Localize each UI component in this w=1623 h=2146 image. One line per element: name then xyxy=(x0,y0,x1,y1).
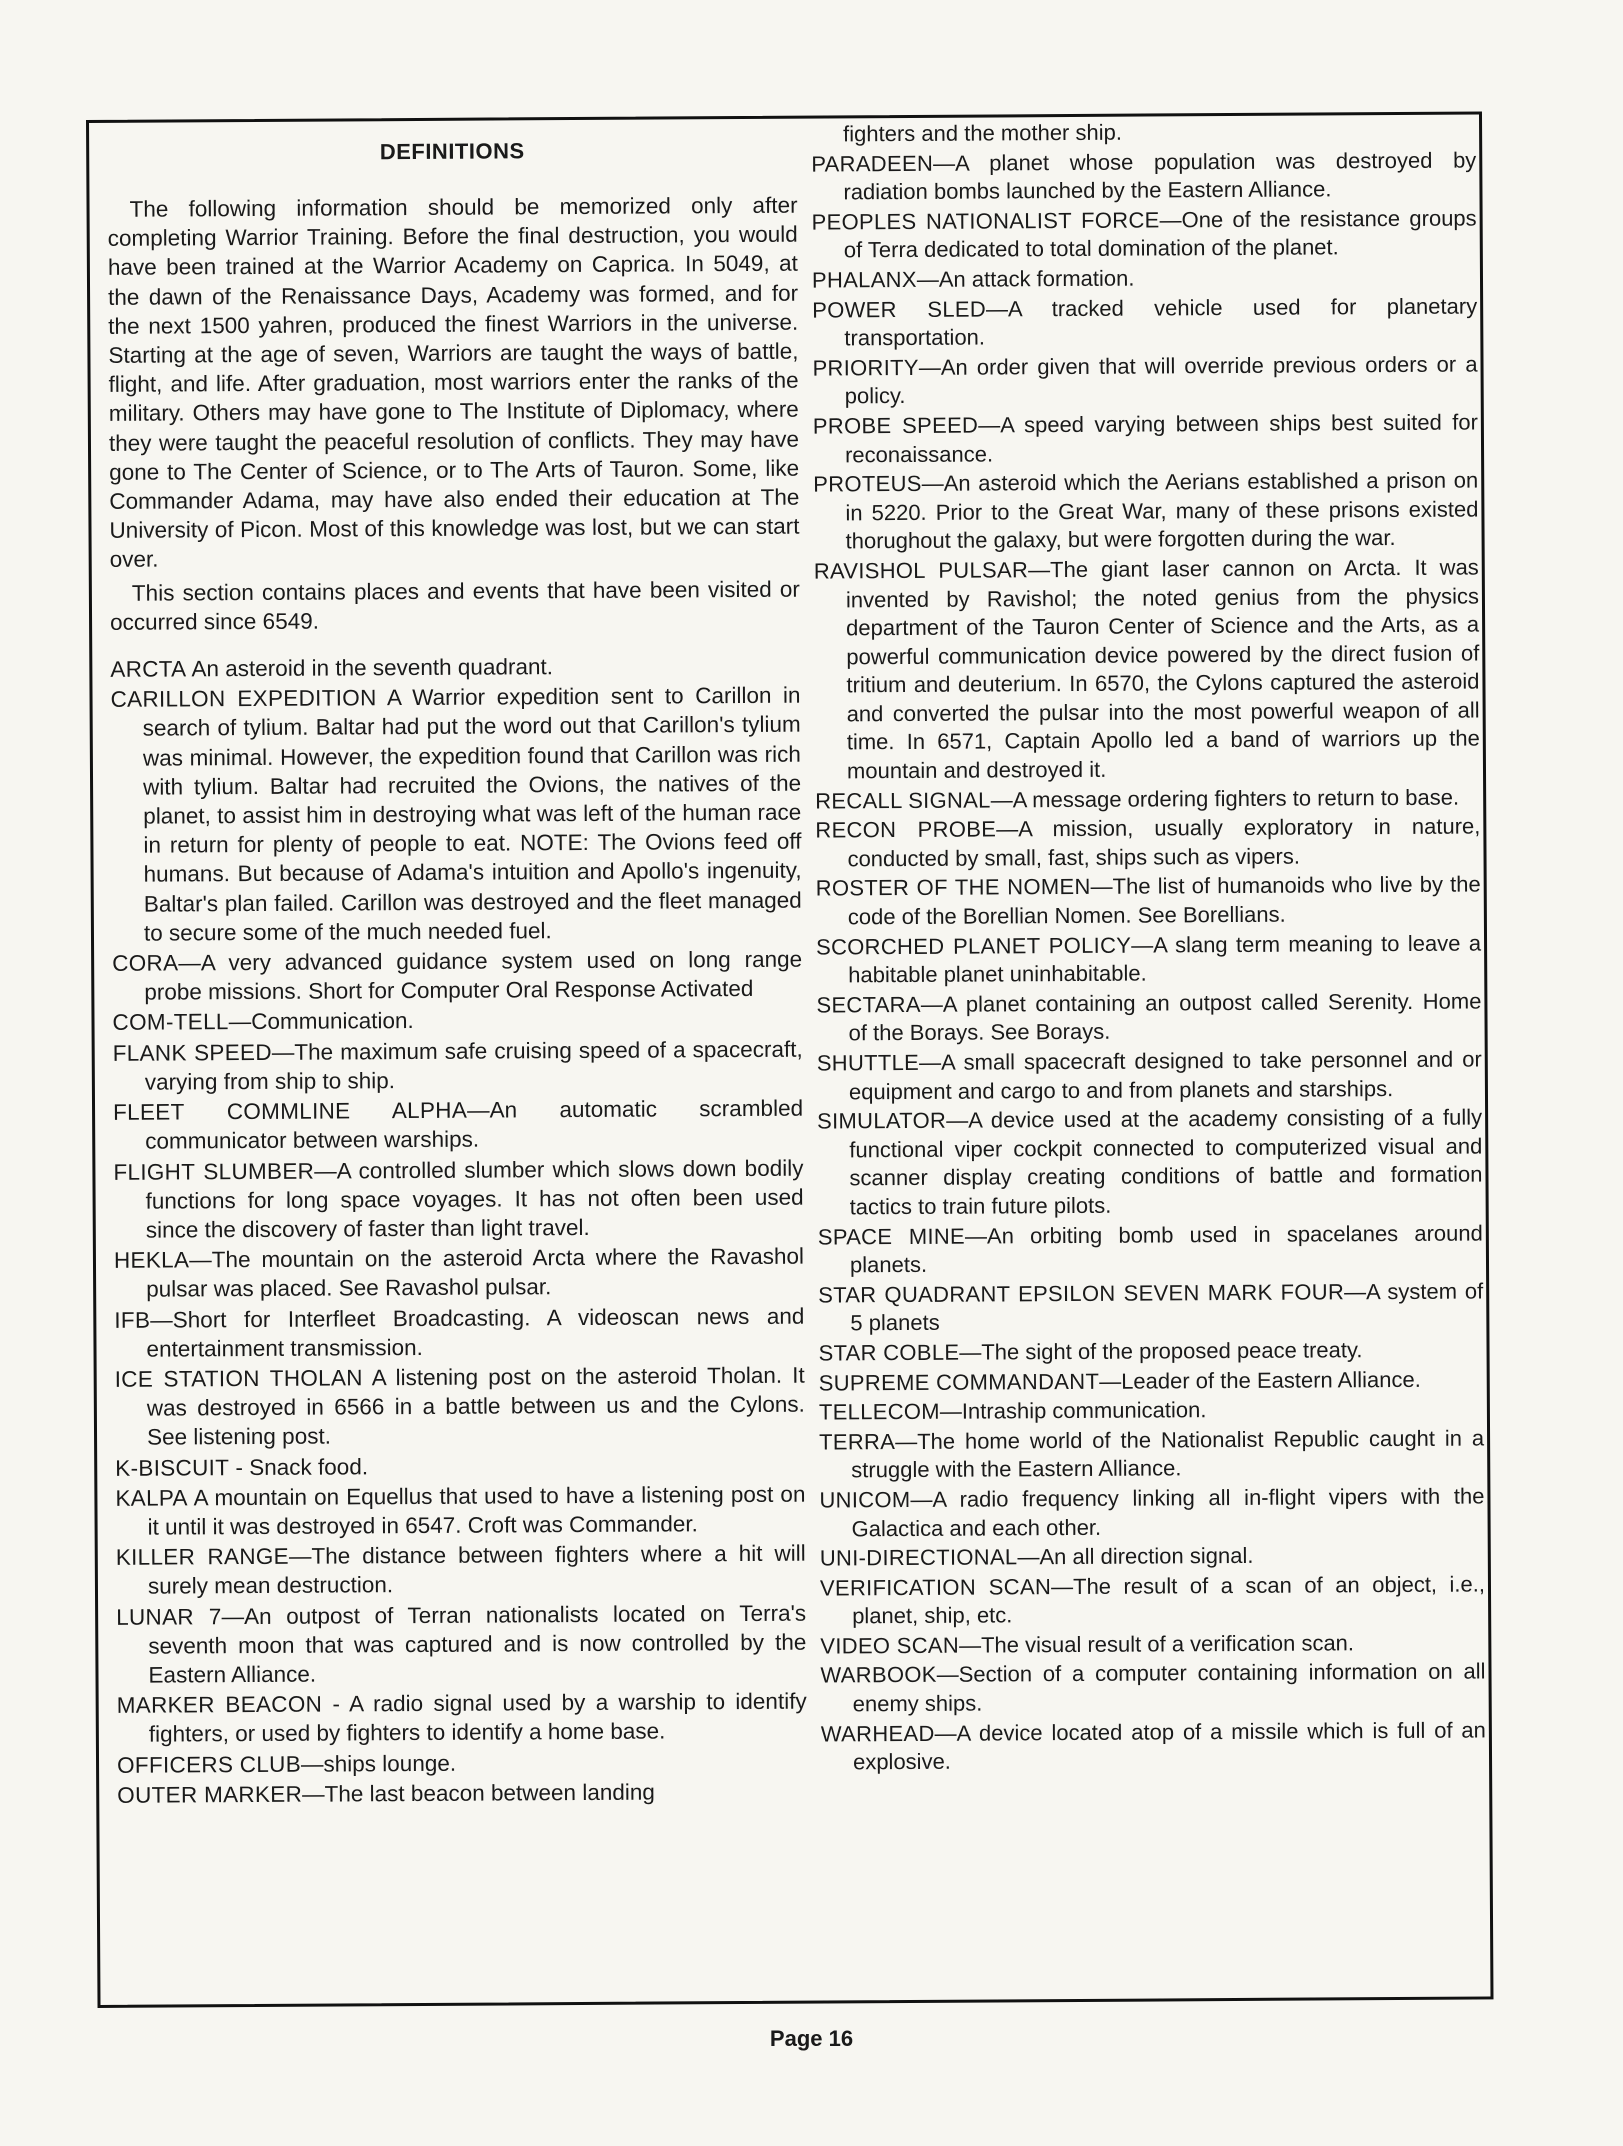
definition-text: —A very advanced guidance system used on long range probe missions. Short for Computer Oral Response Activated xyxy=(144,946,803,1005)
definitions-frame xyxy=(86,111,1494,2007)
left-column xyxy=(107,119,807,1811)
definition-entry xyxy=(112,945,802,1008)
page-number: Page 16 xyxy=(769,2026,854,2051)
definition-term: K-BISCUIT xyxy=(115,1454,230,1481)
definition-text: A Warrior expedition sent to Carillon in search of tylium. Baltar had put the word out that Carillon's tylium was minimal. However, the expedition found that Carillon was rich with tylium. Baltar had recruited the Ovions, the natives of the planet, to assist him in destroying what was left of the human race in return for plenty of people to eat. NOTE: The Ovions feed off humans. But because of Adama's intuition and Apollo's ingenuity, Baltar's plan failed. Carillon was destroyed and the fleet managed to secure some of the much needed fuel. xyxy=(142,682,802,946)
definition-text: —The home world of the Nationalist Republic caught in a struggle with the Eastern Alliance. xyxy=(851,1425,1485,1483)
definition-text: —Communication. xyxy=(228,1008,414,1035)
definition-text: —A message ordering fighters to return to base. xyxy=(990,784,1460,813)
definition-entry xyxy=(819,1424,1484,1485)
definition-entry xyxy=(115,1449,805,1482)
definition-entry xyxy=(821,1716,1486,1777)
definition-text: An asteroid in the seventh quadrant. xyxy=(191,654,554,682)
definition-text: —Intraship communication. xyxy=(939,1397,1207,1424)
definition-entry xyxy=(812,204,1477,265)
definition-entry xyxy=(116,1539,806,1602)
definition-text: —A device used at the academy consisting of a fully functional viper cockpit connected to computerized visual and scanner display creating conditions of battle and formation tactics to train future pilots. xyxy=(849,1104,1483,1220)
definition-term: OFFICERS CLUB xyxy=(116,1751,302,1778)
definition-term: SPACE MINE xyxy=(817,1223,966,1250)
definition-term: STAR QUADRANT EPSILON SEVEN MARK FOUR xyxy=(818,1279,1345,1308)
definition-text: —A radio frequency linking all in-flight vipers with the Galactica and each other. xyxy=(851,1483,1485,1541)
definition-text: —An asteroid which the Aerians established a prison on in 5220. Prior to the Great War, many of these prisons existed thorughout the galaxy, but were forgotten during the war. xyxy=(845,467,1479,554)
definition-entry xyxy=(815,813,1480,874)
definition-entry xyxy=(819,1365,1484,1398)
definition-term: COM-TELL xyxy=(112,1009,229,1036)
definition-text: —A small spacecraft designed to take personnel and or equipment and cargo to and from planets and starships. xyxy=(848,1046,1482,1104)
definition-term: PROTEUS xyxy=(813,471,922,497)
definition-entry xyxy=(817,1045,1482,1106)
definition-term: PARADEEN xyxy=(811,150,934,177)
definition-term: RAVISHOL PULSAR xyxy=(813,557,1029,584)
definition-entry xyxy=(818,1335,1483,1368)
definition-entry xyxy=(114,1242,804,1305)
definition-term: TERRA xyxy=(819,1428,896,1455)
definition-entry xyxy=(113,1153,804,1245)
definition-entry xyxy=(813,467,1479,557)
definition-text: —A slang term meaning to leave a habitable planet uninhabitable. xyxy=(848,930,1482,988)
definition-entry xyxy=(812,350,1477,411)
definition-entry xyxy=(820,1570,1485,1631)
definition-term: POWER SLED xyxy=(812,296,987,323)
definition-term: CARILLON EXPEDITION xyxy=(110,685,377,713)
definition-entry xyxy=(817,1104,1483,1222)
definition-text: —A speed varying between ships best suited for reconaissance. xyxy=(844,409,1478,467)
definition-entry xyxy=(110,681,802,948)
definition-entry xyxy=(814,553,1480,786)
definition-entry xyxy=(816,871,1481,932)
definition-text: —A device located atop of a missile which is full of an explosive. xyxy=(852,1717,1486,1775)
definition-text: —Section of a computer containing information on all enemy ships. xyxy=(852,1658,1486,1717)
definition-text: —Leader of the Eastern Alliance. xyxy=(1099,1366,1421,1394)
definition-term: LUNAR 7 xyxy=(116,1603,222,1630)
definition-term: MARKER BEACON xyxy=(116,1691,323,1718)
definition-term: UNI-DIRECTIONAL xyxy=(819,1544,1018,1571)
right-entries-list xyxy=(811,146,1486,1777)
definition-entry xyxy=(116,1598,807,1690)
definition-text: —A controlled slumber which slows down bodily functions for long space voyages. It has not often been used since the discovery of faster than light travel. xyxy=(145,1155,804,1243)
definition-entry xyxy=(113,1094,803,1157)
definition-entry xyxy=(115,1361,806,1453)
definition-entry xyxy=(820,1541,1485,1574)
definition-text: —A mission, usually exploratory in nature, conducted by small, fast, ships such as vipers. xyxy=(847,813,1481,872)
definition-term: KALPA xyxy=(115,1485,188,1511)
definition-entry xyxy=(112,1004,802,1037)
definition-term: WARHEAD xyxy=(820,1720,935,1747)
definition-term: KILLER RANGE xyxy=(115,1543,290,1570)
definition-entry xyxy=(815,783,1480,816)
definition-term: IFB xyxy=(114,1307,151,1333)
definition-term: FLEET COMMLINE ALPHA xyxy=(112,1097,468,1125)
definition-term: SIMULATOR xyxy=(817,1107,947,1134)
definition-term: TELLECOM xyxy=(818,1398,940,1425)
left-entries-list xyxy=(110,651,807,1810)
definition-text: - Snack food. xyxy=(235,1453,369,1480)
definition-text: —An outpost of Terran nationalists located on Terra's seventh moon that was captured and is now controlled by the Eastern Alliance. xyxy=(148,1600,807,1688)
definition-entry xyxy=(818,1277,1483,1338)
definition-entry xyxy=(117,1746,807,1779)
definition-term: WARBOOK xyxy=(820,1662,937,1689)
definition-entry xyxy=(820,1628,1485,1661)
definition-entry xyxy=(110,651,800,684)
definition-entry xyxy=(115,1479,805,1542)
definition-text: —An attack formation. xyxy=(916,265,1135,292)
intro-paragraph: The following information should be memorized only after completing Warrior Training. Before the final destruction, you would have been trained at the Warrior Academy on Caprica. In 5049, at the dawn of the Renaissance Days, Academy was formed, and for the next 1500 yahren, produced the finest Warriors in the universe. Starting at the age of seven, Warriors are taught the ways of battle, flight, and life. After graduation, most warriors enter the ranks of the military. Others may have gone to The Institute of Diplomacy, where they were taught the peaceful resolution of conflicts. They may have gone to The Center of Science, or to The Arts of Tauron. Some, like Commander Adama, may have also ended their education at The University of Picon. Most of this knowledge was lost, but we can start over. xyxy=(107,192,800,573)
entry-continuation: fighters and the mother ship. xyxy=(843,119,1122,147)
definition-term: PRIORITY xyxy=(812,354,919,381)
definition-entry xyxy=(812,262,1477,295)
definition-text: —The distance between fighters where a hit will surely mean destruction. xyxy=(147,1540,806,1599)
definition-term: SECTARA xyxy=(816,991,921,1018)
definition-entry xyxy=(113,1034,803,1097)
definition-term: RECALL SIGNAL xyxy=(815,787,991,814)
definition-term: FLANK SPEED xyxy=(112,1039,272,1066)
definition-term: STAR COBLE xyxy=(818,1339,960,1366)
definition-text: —The maximum safe cruising speed of a spacecraft, varying from ship to ship. xyxy=(144,1036,803,1095)
intro-paragraph: This section contains places and events that have been visited or occurred since 6549. xyxy=(109,576,800,635)
definition-text: A listening post on the asteroid Tholan. It was destroyed in 6566 in a battle between us and the Cylons. See listening post. xyxy=(146,1362,805,1450)
definition-text: —An automatic scrambled communicator between warships. xyxy=(145,1095,804,1154)
definition-entry xyxy=(819,1395,1484,1428)
section-heading: DEFINITIONS xyxy=(379,138,525,165)
definition-term: PROBE SPEED xyxy=(812,412,979,439)
definition-text: —The giant laser cannon on Arcta. It was invented by Ravishol; the noted genius from the physics department of the Tauron Center of Science and the Arts, as a powerful communication device powered by the direct fusion of tritium and deuterium. In 6570, the Cylons captured the asteroid and converted the pulsar into the most powerful weapon of all time. In 6571, Captain Apollo led a band of warriors up the mountain and destroyed it. xyxy=(845,554,1480,784)
definition-term: SUPREME COMMANDANT xyxy=(818,1368,1100,1396)
definition-text: —An all direction signal. xyxy=(1017,1542,1254,1570)
definition-text: —The mountain on the asteroid Arcta where the Ravashol pulsar was placed. See Ravashol pulsar. xyxy=(146,1243,805,1302)
definition-term: SCORCHED PLANET POLICY xyxy=(815,932,1132,960)
definition-text: —Short for Interfleet Broadcasting. A videoscan news and entertainment transmission. xyxy=(146,1303,805,1362)
definition-term: PEOPLES NATIONALIST FORCE xyxy=(811,207,1160,235)
definition-entry xyxy=(818,1219,1483,1280)
definition-text: —An orbiting bomb used in spacelanes around planets. xyxy=(849,1220,1483,1278)
definition-text: —A planet whose population was destroyed by radiation bombs launched by the Eastern Alliance. xyxy=(843,147,1477,205)
definition-term: FLIGHT SLUMBER xyxy=(113,1158,315,1185)
definition-term: RECON PROBE xyxy=(815,816,997,843)
definition-entry xyxy=(117,1776,807,1809)
definition-entry xyxy=(813,408,1478,469)
definition-text: —The result of a scan of an object, i.e., planet, ship, etc. xyxy=(852,1571,1486,1629)
definition-entry xyxy=(811,146,1476,207)
definition-text: —The list of humanoids who live by the code of the Borellian Nomen. See Borellians. xyxy=(847,871,1481,930)
definition-text: - A radio signal used by a warship to identify fighters, or used by fighters to identify a home base. xyxy=(148,1688,807,1748)
definition-entry xyxy=(812,292,1477,353)
definition-text: —The last beacon between landing xyxy=(302,1779,655,1807)
definition-term: PHALANX xyxy=(811,266,917,293)
definition-term: SHUTTLE xyxy=(816,1049,920,1076)
definition-entry xyxy=(816,929,1481,990)
definition-term: ROSTER OF THE NOMEN xyxy=(815,874,1091,901)
definition-entry xyxy=(816,987,1481,1048)
definition-text: —A tracked vehicle used for planetary transportation. xyxy=(844,293,1478,351)
definition-entry xyxy=(819,1482,1484,1543)
definition-term: ARCTA xyxy=(110,656,187,682)
definition-entry xyxy=(820,1658,1485,1719)
definition-text: —A planet containing an outpost called Serenity. Home of the Borays. See Borays. xyxy=(848,988,1482,1046)
definition-term: VIDEO SCAN xyxy=(820,1632,960,1659)
definition-text: A mountain on Equellus that used to have a listening post on it until it was destroyed in 6547. Croft was Commander. xyxy=(147,1481,806,1540)
definition-entry xyxy=(114,1301,804,1364)
definition-term: ICE STATION THOLAN xyxy=(114,1365,363,1392)
right-column xyxy=(811,115,1486,1779)
definition-entry xyxy=(117,1687,807,1750)
definition-term: HEKLA xyxy=(113,1247,190,1273)
definition-term: UNICOM xyxy=(819,1486,911,1513)
definition-text: —The sight of the proposed peace treaty. xyxy=(959,1337,1363,1365)
definition-text: —A system of 5 planets xyxy=(850,1278,1484,1336)
definition-term: CORA xyxy=(112,950,179,976)
definition-text: —One of the resistance groups of Terra dedicated to total domination of the planet. xyxy=(843,205,1477,263)
definition-text: —An order given that will override previous orders or a policy. xyxy=(844,351,1478,409)
definition-text: —ships lounge. xyxy=(300,1750,457,1777)
definition-term: OUTER MARKER xyxy=(117,1781,303,1808)
definition-text: —The visual result of a verification scan. xyxy=(958,1630,1355,1658)
definition-term: VERIFICATION SCAN xyxy=(819,1573,1052,1601)
